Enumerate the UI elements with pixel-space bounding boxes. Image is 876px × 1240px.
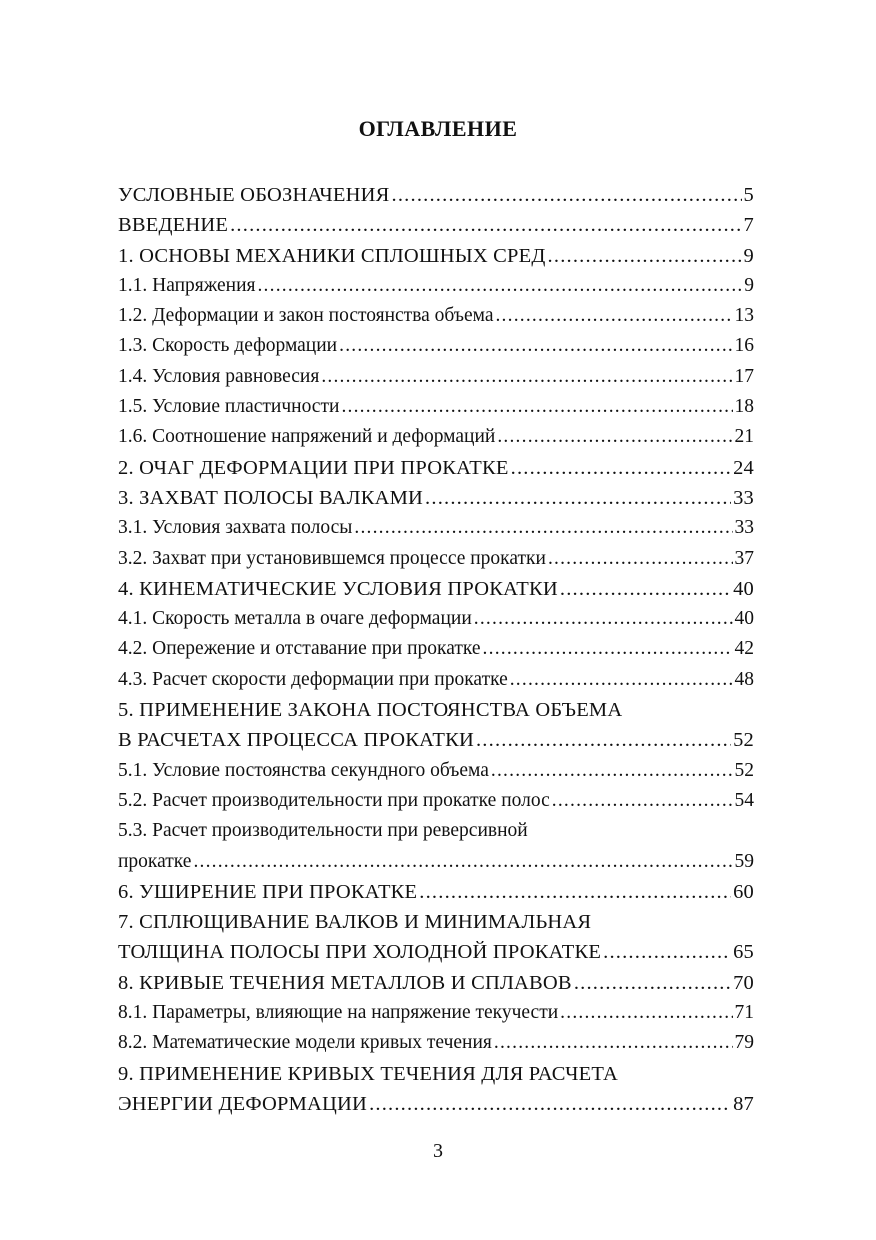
dot-leader	[230, 210, 741, 240]
dot-leader	[474, 604, 733, 634]
toc-entry-label: 1. ОСНОВЫ МЕХАНИКИ СПЛОШНЫХ СРЕД	[118, 244, 546, 267]
toc-entry-page: 52	[734, 759, 754, 781]
toc-entry[interactable]	[118, 422, 754, 452]
toc-entry[interactable]	[118, 604, 754, 634]
toc-entry[interactable]	[118, 241, 754, 271]
dot-leader	[341, 392, 732, 422]
toc-entry-label: 4. КИНЕМАТИЧЕСКИЕ УСЛОВИЯ ПРОКАТКИ	[118, 577, 558, 600]
toc-entry-label: В РАСЧЕТАХ ПРОЦЕССА ПРОКАТКИ	[118, 729, 474, 752]
toc-entry-label: 1.5. Условие пластичности	[118, 396, 340, 418]
toc-entry-label: 3. ЗАХВАТ ПОЛОСЫ ВАЛКАМИ	[118, 486, 424, 509]
dot-leader	[257, 271, 742, 301]
toc-entry[interactable]	[118, 392, 754, 422]
dot-leader	[510, 665, 733, 695]
dot-leader	[560, 574, 731, 604]
dot-leader	[321, 362, 732, 392]
dot-leader	[425, 483, 731, 513]
toc-entry-page: 42	[734, 638, 754, 660]
dot-leader	[476, 725, 731, 755]
toc-entry-page: 18	[734, 396, 754, 418]
toc-entry[interactable]	[118, 1089, 754, 1119]
dot-leader	[548, 241, 742, 271]
toc-entry-page: 54	[734, 789, 754, 811]
toc-entry-page: 59	[734, 850, 754, 872]
toc-entry-label: 4.1. Скорость металла в очаге деформации	[118, 608, 472, 630]
dot-leader	[491, 756, 733, 786]
toc-entry-page: 48	[734, 668, 754, 690]
dot-leader	[339, 331, 732, 361]
toc-entry-label: 5. ПРИМЕНЕНИЕ ЗАКОНА ПОСТОЯНСТВА ОБЪЕМА	[118, 699, 623, 722]
dot-leader	[511, 453, 731, 483]
toc-entry[interactable]	[118, 574, 754, 604]
dot-leader	[494, 1028, 733, 1058]
dot-leader	[574, 968, 731, 998]
toc-entry-label: 1.3. Скорость деформации	[118, 335, 338, 357]
toc-entry[interactable]	[118, 331, 754, 361]
toc-entry-page: 5	[743, 184, 754, 206]
page-number: 3	[433, 1140, 443, 1162]
toc-entry-page: 33	[733, 486, 754, 509]
dot-leader	[548, 544, 733, 574]
dot-leader	[603, 937, 731, 967]
toc-entry-label: 3.2. Захват при установившемся процессе прокатки	[118, 547, 546, 569]
toc-entry-page: 87	[733, 1092, 754, 1115]
toc-entry-label: 6. УШИРЕНИЕ ПРИ ПРОКАТКЕ	[118, 880, 418, 903]
toc-entry-label: 8. КРИВЫЕ ТЕЧЕНИЯ МЕТАЛЛОВ И СПЛАВОВ	[118, 971, 572, 994]
toc-entry-page: 71	[734, 1002, 754, 1024]
toc-entry[interactable]	[118, 695, 754, 725]
toc-entry[interactable]	[118, 1028, 754, 1058]
dot-leader	[552, 786, 733, 816]
toc-entry-page: 21	[734, 426, 754, 448]
toc-entry[interactable]	[118, 907, 754, 937]
toc-entry-label: 1.4. Условия равновесия	[118, 365, 320, 387]
toc-entry[interactable]	[118, 786, 754, 816]
toc-entry[interactable]	[118, 968, 754, 998]
toc-entry-label: ВВЕДЕНИЕ	[118, 214, 229, 237]
toc-entry-page: 9	[743, 244, 754, 267]
toc-entry[interactable]	[118, 362, 754, 392]
toc-entry-page: 13	[734, 305, 754, 327]
toc-entry-label: 4.2. Опережение и отставание при прокатке	[118, 638, 481, 660]
toc-entry[interactable]	[118, 634, 754, 664]
toc-entry-page: 65	[733, 941, 754, 964]
dot-leader	[354, 513, 732, 543]
toc-entry-label: 2. ОЧАГ ДЕФОРМАЦИИ ПРИ ПРОКАТКЕ	[118, 456, 509, 479]
toc-entry-page: 70	[733, 971, 754, 994]
toc-entry[interactable]	[118, 513, 754, 543]
toc-entry-label: 5.1. Условие постоянства секундного объема	[118, 759, 489, 781]
toc-entry-page: 9	[744, 274, 754, 296]
toc-entry[interactable]	[118, 210, 754, 240]
dot-leader	[392, 180, 742, 210]
toc-entry-label: 5.3. Расчет производительности при реверсивной	[118, 820, 528, 842]
toc-entry[interactable]	[118, 453, 754, 483]
toc-entry-page: 52	[733, 729, 754, 752]
table-of-contents	[118, 180, 754, 1119]
toc-entry[interactable]	[118, 847, 754, 877]
toc-entry-page: 17	[734, 365, 754, 387]
toc-entry-label: прокатке	[118, 850, 192, 872]
toc-entry-label: 9. ПРИМЕНЕНИЕ КРИВЫХ ТЕЧЕНИЯ ДЛЯ РАСЧЕТА	[118, 1062, 619, 1085]
toc-entry-page: 79	[734, 1032, 754, 1054]
dot-leader	[497, 422, 732, 452]
dot-leader	[193, 847, 732, 877]
toc-entry-page: 40	[733, 577, 754, 600]
toc-entry-page: 33	[734, 517, 754, 539]
dot-leader	[483, 634, 733, 664]
toc-entry[interactable]	[118, 725, 754, 755]
toc-entry-page: 40	[734, 608, 754, 630]
toc-entry-page: 24	[733, 456, 754, 479]
toc-entry-page: 60	[733, 880, 754, 903]
dot-leader	[369, 1089, 731, 1119]
dot-leader	[419, 877, 731, 907]
toc-entry-page: 37	[734, 547, 754, 569]
toc-entry[interactable]	[118, 180, 754, 210]
toc-entry[interactable]	[118, 756, 754, 786]
toc-entry-label: УСЛОВНЫЕ ОБОЗНАЧЕНИЯ	[118, 184, 390, 206]
toc-entry-page: 16	[734, 335, 754, 357]
toc-entry-label: 1.2. Деформации и закон постоянства объема	[118, 305, 494, 327]
toc-entry-label: 5.2. Расчет производительности при прокатке полос	[118, 789, 550, 811]
toc-entry-label: 1.6. Соотношение напряжений и деформаций	[118, 426, 496, 448]
toc-entry-label: 8.1. Параметры, влияющие на напряжение текучести	[118, 1002, 559, 1024]
toc-entry[interactable]	[118, 665, 754, 695]
toc-entry-page: 7	[743, 214, 754, 237]
toc-entry[interactable]	[118, 301, 754, 331]
toc-entry[interactable]	[118, 877, 754, 907]
toc-entry[interactable]	[118, 483, 754, 513]
toc-entry-label: 3.1. Условия захвата полосы	[118, 517, 353, 539]
page-title: ОГЛАВЛЕНИЕ	[358, 116, 518, 141]
toc-entry-label: ЭНЕРГИИ ДЕФОРМАЦИИ	[118, 1092, 368, 1115]
toc-entry[interactable]	[118, 998, 754, 1028]
toc-entry[interactable]	[118, 1059, 754, 1089]
toc-entry-label: ТОЛЩИНА ПОЛОСЫ ПРИ ХОЛОДНОЙ ПРОКАТКЕ	[118, 941, 602, 964]
toc-entry-label: 8.2. Математические модели кривых течения	[118, 1032, 492, 1054]
toc-entry-label: 7. СПЛЮЩИВАНИЕ ВАЛКОВ И МИНИМАЛЬНАЯ	[118, 911, 592, 934]
toc-entry-label: 4.3. Расчет скорости деформации при прокатке	[118, 668, 508, 690]
toc-entry[interactable]	[118, 816, 754, 846]
dot-leader	[560, 998, 732, 1028]
toc-entry-label: 1.1. Напряжения	[118, 274, 256, 296]
toc-entry[interactable]	[118, 937, 754, 967]
toc-entry[interactable]	[118, 271, 754, 301]
toc-entry[interactable]	[118, 544, 754, 574]
dot-leader	[495, 301, 732, 331]
